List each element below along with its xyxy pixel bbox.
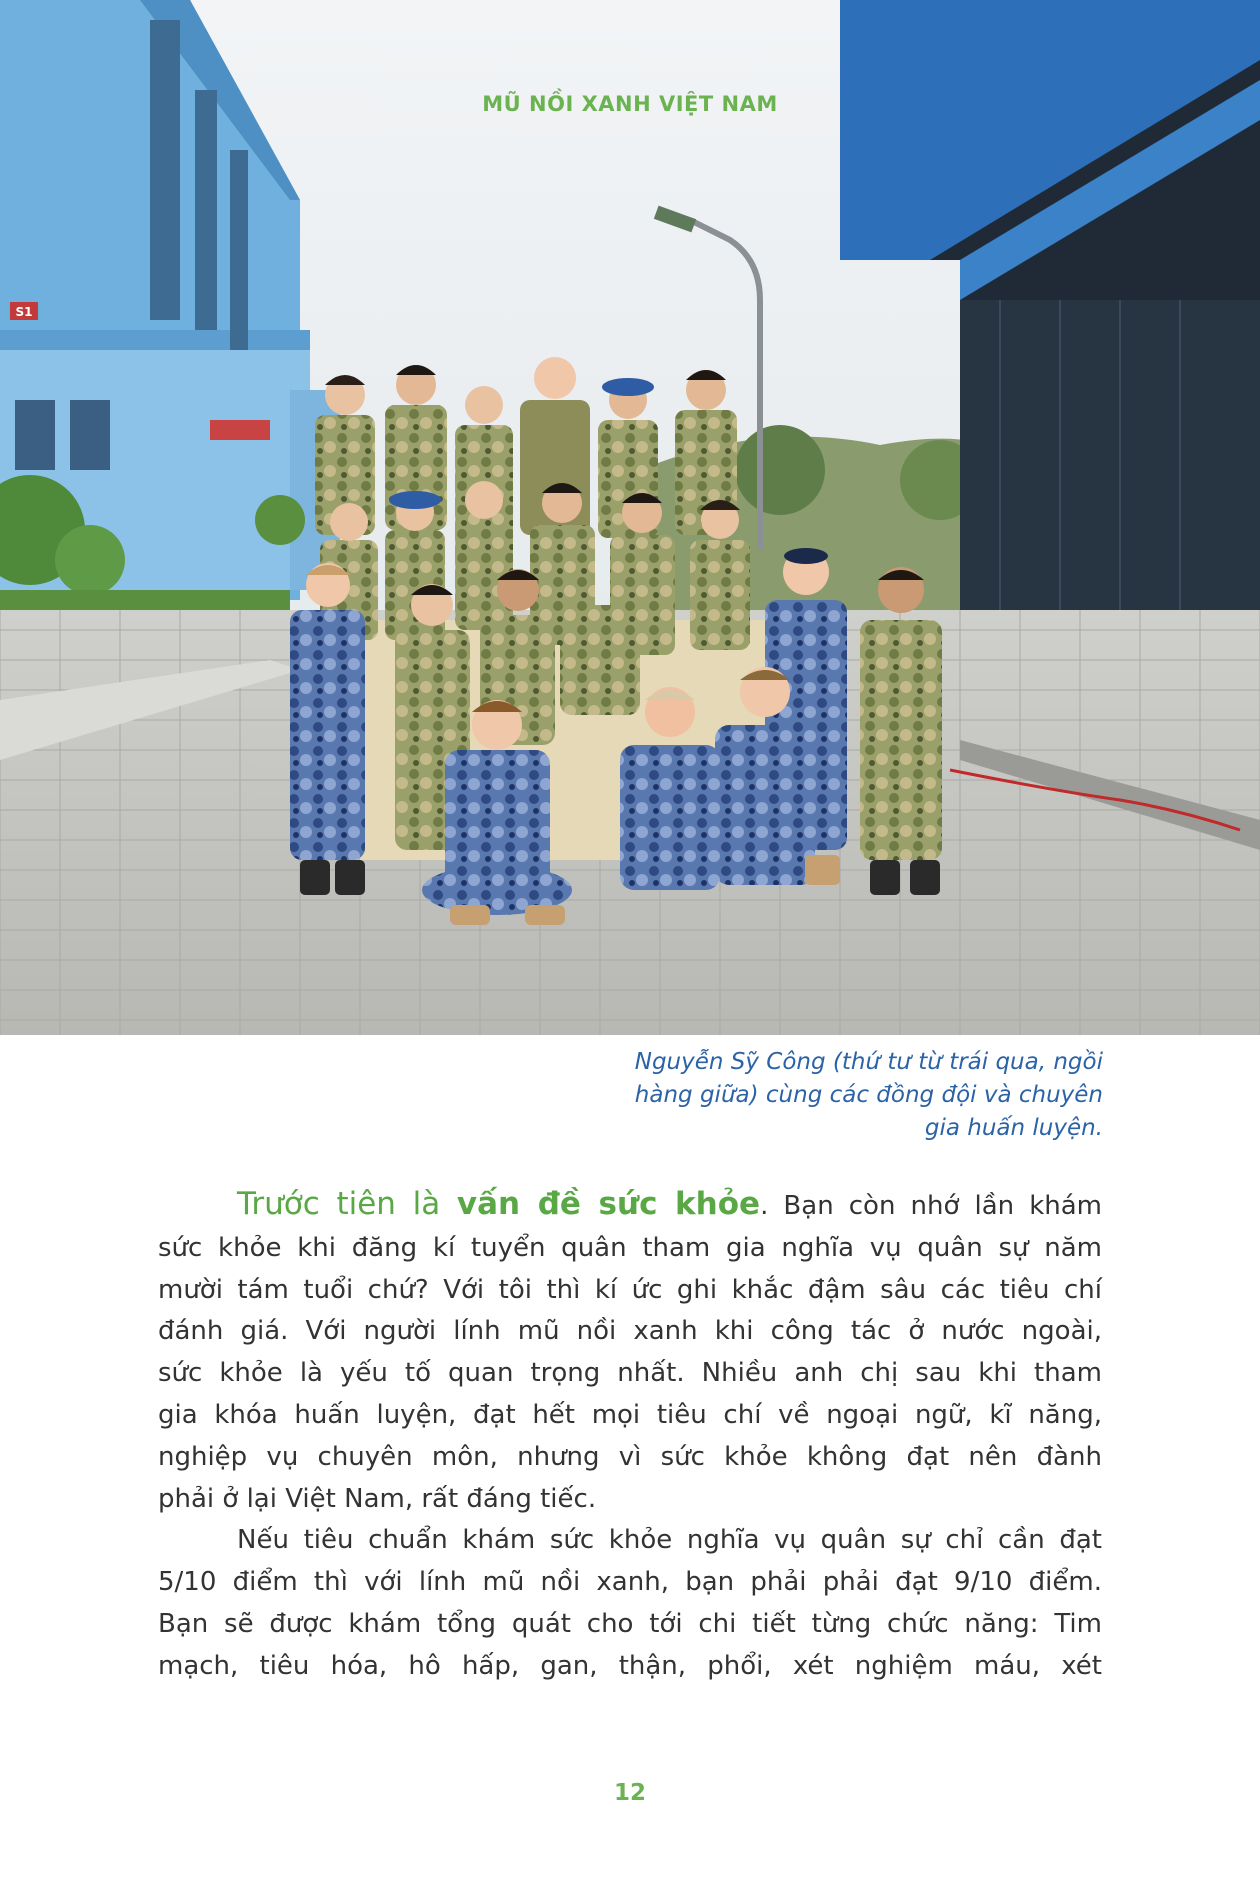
caption-line: Nguyễn Sỹ Công (thứ tư từ trái qua, ngồi [634,1049,1103,1075]
line-rest: . Bạn còn nhớ lần khám [760,1191,1102,1221]
building-sign: S1 [15,305,33,319]
photo-caption [560,1046,1103,1145]
body-line: 5/10 điểm thì với lính mũ nồi xanh, bạn phải phải đạt 9/10 điểm. [158,1567,1102,1598]
page-number: 12 [613,1780,646,1806]
paragraph-1-first-line [158,1184,1102,1228]
lead-plain: Trước tiên là [237,1186,457,1222]
body-line: Nếu tiêu chuẩn khám sức khỏe nghĩa vụ quân sự chỉ cần đạt [237,1525,1102,1556]
lead-highlight [237,1186,760,1222]
running-title: MŨ NỒI XANH VIỆT NAM [482,92,778,116]
body-line: gia khóa huấn luyện, đạt hết mọi tiêu chí về ngoại ngữ, kĩ năng, [158,1399,1102,1430]
body-line: phải ở lại Việt Nam, rất đáng tiếc. [158,1483,597,1514]
body-line: Bạn sẽ được khám tổng quát cho tới chi tiết từng chức năng: Tim [158,1608,1102,1639]
body-line: đánh giá. Với người lính mũ nồi xanh khi công tác ở nước ngoài, [158,1316,1102,1347]
body-line: sức khỏe khi đăng kí tuyển quân tham gia nghĩa vụ quân sự năm [158,1232,1102,1263]
body-line: mười tám tuổi chứ? Với tôi thì kí ức ghi khắc đậm sâu các tiêu chí [158,1274,1102,1305]
caption-line: hàng giữa) cùng các đồng đội và chuyên [634,1082,1103,1108]
lead-bold: vấn đề sức khỏe [456,1186,761,1222]
caption-line: gia huấn luyện. [924,1115,1103,1141]
body-text [158,1184,1102,1688]
body-line: sức khỏe là yếu tố quan trọng nhất. Nhiều anh chị sau khi tham [158,1358,1102,1389]
body-line: nghiệp vụ chuyên môn, nhưng vì sức khỏe không đạt nên đành [158,1441,1102,1472]
body-line: mạch, tiêu hóa, hô hấp, gan, thận, phổi, xét nghiệm máu, xét [158,1650,1102,1681]
